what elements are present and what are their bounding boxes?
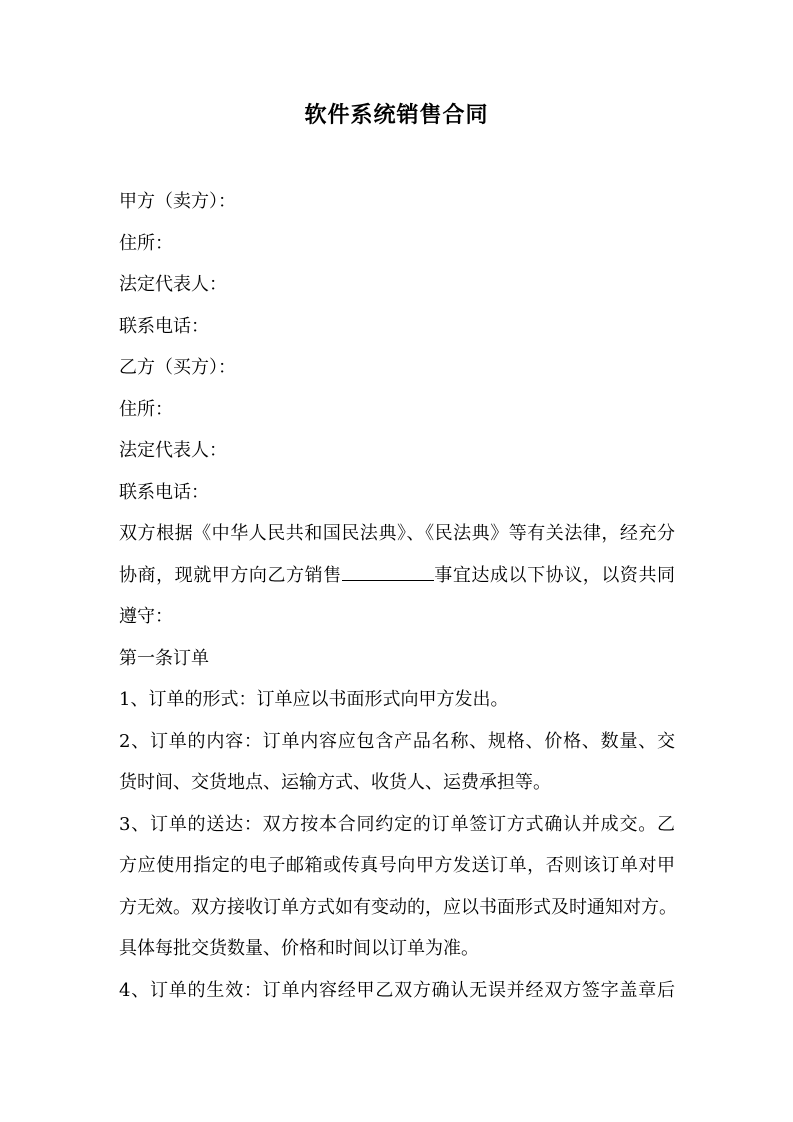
article-1-item-3-line-2: 方应使用指定的电子邮箱或传真号向甲方发送订单，否则该订单对甲 bbox=[119, 855, 675, 876]
party-b-address: 住所： bbox=[119, 398, 173, 420]
party-a-representative: 法定代表人： bbox=[119, 274, 227, 295]
article-1-heading: 第一条订单 bbox=[119, 647, 209, 669]
party-b-label: 乙方（买方）： bbox=[119, 357, 236, 378]
article-1-item-1: 1、订单的形式：订单应以书面形式向甲方发出。 bbox=[119, 689, 509, 710]
preamble-line-2 bbox=[119, 555, 675, 597]
party-a-phone: 联系电话： bbox=[119, 315, 209, 337]
article-1-item-2-line-2: 货时间、交货地点、运输方式、收货人、运费承担等。 bbox=[119, 772, 551, 793]
preamble-text-after-blank: 事宜达成以下协议，以资共同 bbox=[433, 564, 675, 586]
party-a-label: 甲方（卖方）： bbox=[119, 191, 236, 212]
party-b-phone: 联系电话： bbox=[119, 481, 209, 503]
page-title: 软件系统销售合同 bbox=[304, 103, 489, 128]
preamble-line-1: 双方根据《中华人民共和国民法典》、《民法典》等有关法律，经充分 bbox=[119, 523, 675, 544]
product-name-blank bbox=[342, 560, 434, 581]
article-1-item-3-line-1: 3、订单的送达：双方按本合同约定的订单签订方式确认并成交。乙 bbox=[119, 813, 675, 835]
article-1-item-2-line-1: 2、订单的内容：订单内容应包含产品名称、规格、价格、数量、交 bbox=[119, 730, 675, 752]
article-1-item-3-line-4: 具体每批交货数量、价格和时间以订单为准。 bbox=[119, 938, 479, 959]
preamble-text-before-blank: 协商，现就甲方向乙方销售 bbox=[119, 564, 342, 586]
article-1-item-3-line-3: 方无效。双方接收订单方式如有变动的，应以书面形式及时通知对方。 bbox=[119, 896, 677, 918]
party-a-address: 住所： bbox=[119, 232, 173, 254]
contract-body bbox=[119, 181, 675, 1011]
article-1-item-4-line-1: 4、订单的生效：订单内容经甲乙双方确认无误并经双方签字盖章后 bbox=[119, 979, 675, 1001]
party-b-representative: 法定代表人： bbox=[119, 440, 227, 461]
preamble-line-3: 遵守： bbox=[119, 606, 173, 627]
